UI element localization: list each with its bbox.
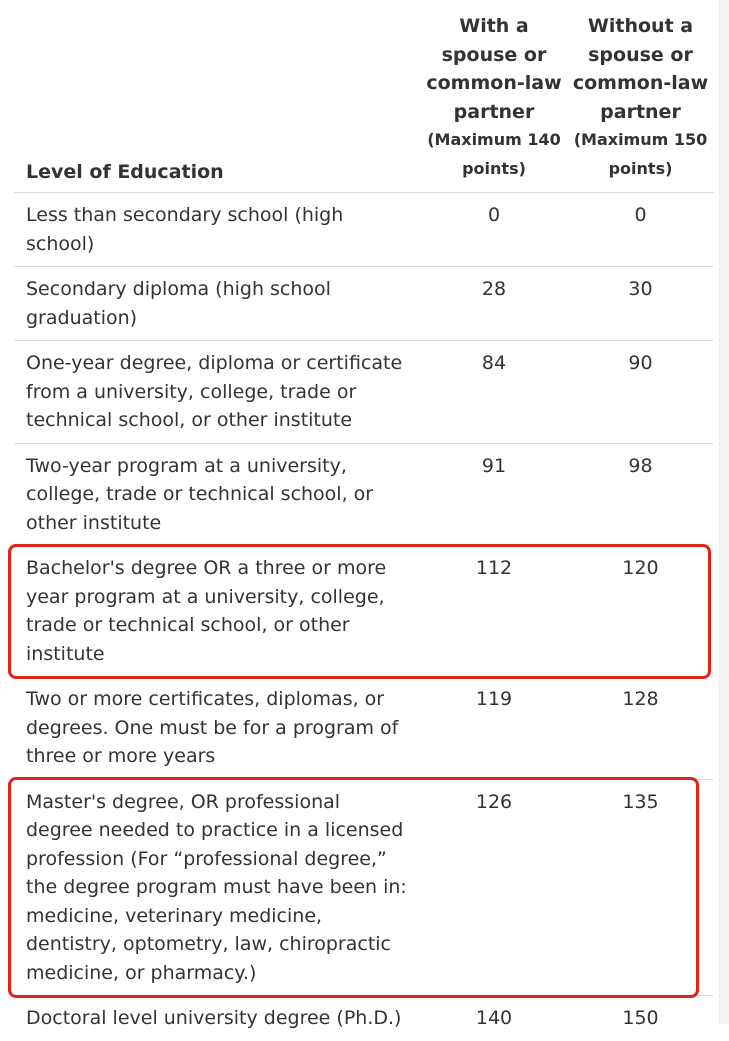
cell-without-partner: 128 [567, 677, 714, 780]
cell-with-partner: 28 [421, 267, 567, 341]
education-points-table [14, 0, 714, 1041]
table-header-row [14, 0, 714, 193]
cell-without-partner: 0 [567, 193, 714, 267]
cell-without-partner: 135 [567, 779, 714, 996]
header-without-partner-max: (Maximum 150 points) [573, 130, 708, 178]
cell-with-partner: 84 [421, 341, 567, 444]
table-row [14, 267, 714, 341]
cell-without-partner: 30 [567, 267, 714, 341]
cell-with-partner: 112 [421, 546, 567, 677]
table-row-highlighted [14, 546, 714, 677]
table-row [14, 443, 714, 546]
cell-level: Bachelor's degree OR a three or more year program at a university, college, trade or technical school, or other institute [14, 546, 421, 677]
cell-with-partner: 0 [421, 193, 567, 267]
table-row [14, 996, 714, 1041]
cell-level: Less than secondary school (high school) [14, 193, 421, 267]
cell-level: One-year degree, diploma or certificate from a university, college, trade or technical school, or other institute [14, 341, 421, 444]
cell-level: Doctoral level university degree (Ph.D.) [26, 1007, 402, 1029]
cell-with-partner: 140 [475, 1007, 513, 1029]
cell-without-partner: 120 [567, 546, 714, 677]
cell-without-partner: 98 [567, 443, 714, 546]
table-container [14, 0, 714, 1041]
header-level-of-education: Level of Education [14, 0, 421, 193]
header-with-partner-label: With a spouse or common-law partner [426, 15, 562, 123]
page-edge-strip [719, 0, 729, 1024]
header-without-partner-label: Without a spouse or common-law partner [572, 15, 709, 123]
cell-with-partner: 119 [421, 677, 567, 780]
table-row [14, 341, 714, 444]
cell-level: Two-year program at a university, college, trade or technical school, or other institute [14, 443, 421, 546]
cell-with-partner: 126 [421, 779, 567, 996]
table-row-highlighted [14, 779, 714, 996]
header-with-partner [421, 0, 567, 193]
cell-level: Secondary diploma (high school graduation) [14, 267, 421, 341]
cell-with-partner: 91 [421, 443, 567, 546]
table-row [14, 677, 714, 780]
cell-level: Master's degree, OR professional degree needed to practice in a licensed profession (For “professional degree,” the degree program must have been in: medicine, veterinary medicine, dentistry, optometry, law, chiropractic medicine, or pharmacy.) [14, 779, 421, 996]
cell-level: Two or more certificates, diplomas, or degrees. One must be for a program of three or more years [14, 677, 421, 780]
cell-without-partner: 150 [622, 1007, 659, 1029]
header-with-partner-max: (Maximum 140 points) [427, 130, 561, 178]
cell-without-partner: 90 [567, 341, 714, 444]
header-without-partner [567, 0, 714, 193]
table-row [14, 193, 714, 267]
